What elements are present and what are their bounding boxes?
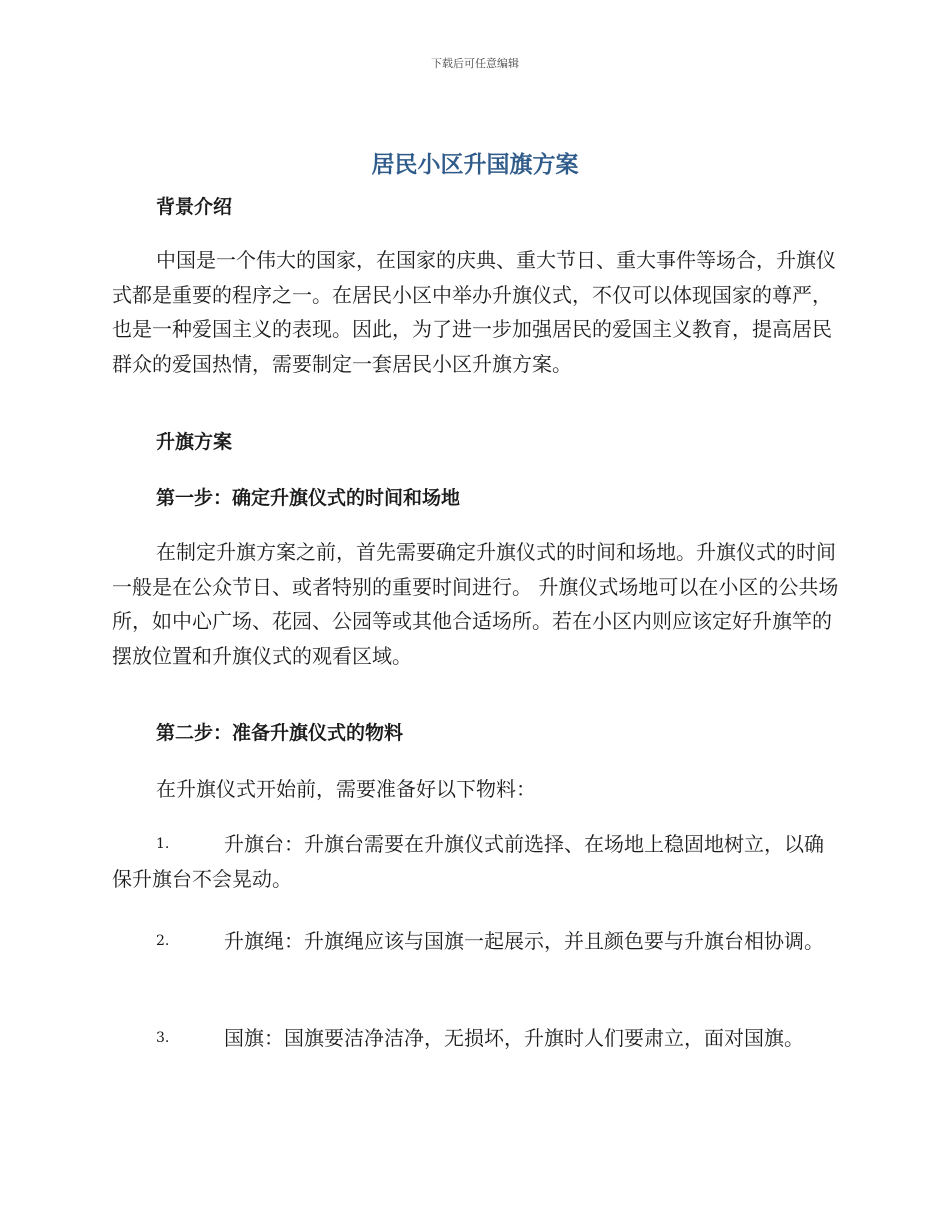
list-item-text: 升旗台：升旗台需要在升旗仪式前选择、在场地上稳固地树立，以确保升旗台不会晃动。: [112, 832, 824, 891]
list-item-number: 1.: [156, 836, 170, 852]
background-paragraph: 中国是一个伟大的国家，在国家的庆典、重大节日、重大事件等场合，升旗仪式都是重要的程序之一。在居民小区中举办升旗仪式，不仅可以体现国家的尊严，也是一种爱国主义的表现。因此，为了进一步加强居民的爱国主义教育，提高居民群众的爱国热情，需要制定一套居民小区升旗方案。: [112, 248, 836, 376]
list-item: [112, 827, 840, 896]
list-item: [112, 924, 840, 959]
step1-paragraph: 在制定升旗方案之前，首先需要确定升旗仪式的时间和场地。升旗仪式的时间一般是在公众节日、或者特别的重要时间进行。 升旗仪式场地可以在小区的公共场所，如中心广场、花园、公园等或其他合适场所。若在小区内则应该定好升旗竿的摆放位置和升旗仪式的观看区域。: [112, 540, 839, 668]
step2-intro: 在升旗仪式开始前，需要准备好以下物料：: [156, 777, 536, 801]
step1-heading: 第一步：确定升旗仪式的时间和场地: [156, 487, 461, 509]
list-item-number: 2.: [156, 933, 170, 949]
list-item-text: 升旗绳：升旗绳应该与国旗一起展示，并且颜色要与升旗台相协调。: [224, 929, 824, 953]
list-item: [112, 1021, 840, 1056]
page-header-note: 下载后可任意编辑: [431, 57, 519, 70]
list-item-text: 国旗：国旗要洁净洁净，无损坏，升旗时人们要肃立，面对国旗。: [224, 1026, 804, 1050]
section-heading-plan: 升旗方案: [156, 431, 233, 453]
document-title: 居民小区升国旗方案: [371, 152, 579, 178]
section-heading-background: 背景介绍: [156, 196, 233, 218]
step2-heading: 第二步：准备升旗仪式的物料: [156, 722, 404, 744]
list-item-number: 3.: [156, 1030, 170, 1046]
